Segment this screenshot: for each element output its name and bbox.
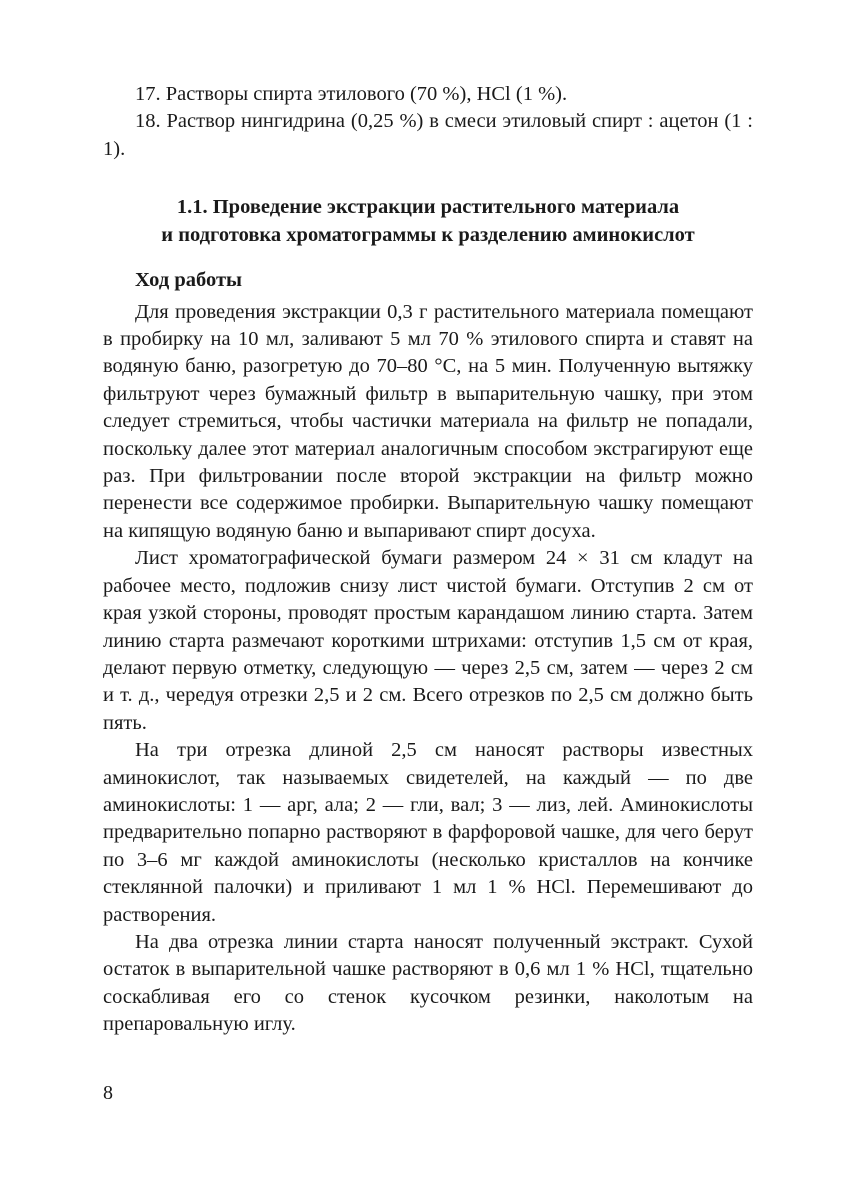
paragraph-amino-acid-standards: На три отрезка длиной 2,5 см наносят растворы известных аминокислот, так называемых свидетелей, на каждый — по две аминокислоты: 1 — арг, ала; 2 — гли, вал; 3 — лиз, лей. Аминокислоты предварительно попарно растворяют в фарфоровой чашке, для чего берут по 3–6 мг каждой аминокислоты (несколько кристаллов на кончике стеклянной палочки) и приливают 1 мл 1 % HCl. Перемешивают до растворения. (103, 739, 753, 926)
reagent-list-item-17: 17. Растворы спирта этилового (70 %), HCl (1 %). (135, 83, 568, 105)
paragraph-chromatography-sheet: Лист хроматографической бумаги размером 24 × 31 см кладут на рабочее место, подложив снизу лист чистой бумаги. Отступив 2 см от края узкой стороны, проводят простым карандашом линию старта. Затем линию старта размечают короткими штрихами: отступив 1,5 см от края, делают первую отметку, следующую — через 2,5 см, затем — через 2 см и т. д., чередуя отрезки 2,5 и 2 см. Всего отрезков по 2,5 см должно быть пять. (103, 547, 753, 734)
paragraph-extraction: Для проведения экстракции 0,3 г растительного материала помещают в пробирку на 10 мл, заливают 5 мл 70 % этилового спирта и ставят на водяную баню, разогретую до 70–80 °С, на 5 мин. Полученную вытяжку фильтруют через бумажный фильтр в выпарительную чашку, при этом следует стремиться, чтобы частички материала на фильтр не попадали, поскольку далее этот материал аналогичным способом экстрагируют еще раз. При фильтровании после второй экстракции на фильтр можно перенести все содержимое пробирки. Выпарительную чашку помещают на кипящую водяную баню и выпаривают спирт досуха. (103, 300, 753, 542)
section-title-line-1: 1.1. Проведение экстракции растительного материала (176, 196, 680, 219)
page-number: 8 (103, 1082, 113, 1104)
paragraph-extract-application: На два отрезка линии старта наносят полученный экстракт. Сухой остаток в выпарительной чашке растворяют в 0,6 мл 1 % HCl, тщательно соскабливая его со стенок кусочком резинки, наколотым на препаровальную иглу. (103, 930, 753, 1036)
reagent-list-item-18: 18. Раствор нингидрина (0,25 %) в смеси этиловый спирт : ацетон (1 : 1). (103, 110, 753, 160)
procedure-subheading: Ход работы (135, 269, 243, 292)
section-title-line-2: и подготовка хроматограммы к разделению аминокислот (161, 224, 695, 247)
section-title (103, 193, 753, 249)
page-body (103, 81, 753, 1039)
